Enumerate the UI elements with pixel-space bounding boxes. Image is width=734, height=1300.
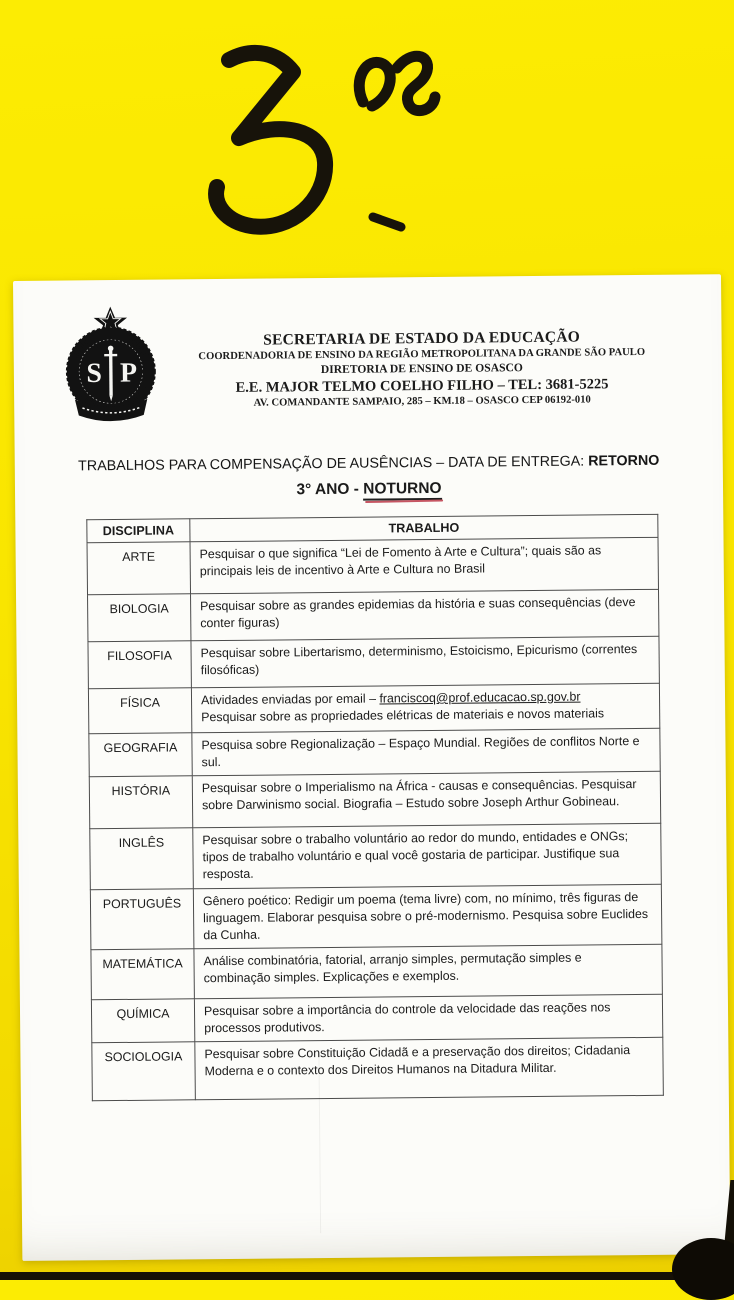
table-row-historia [89, 772, 660, 829]
photo-edge-shadow [0, 1272, 734, 1280]
svg-text:P: P [119, 357, 138, 389]
assignment-cell: Pesquisar sobre as grandes epidemias da história e suas consequências (deve conter figuras) [191, 589, 659, 640]
assignments-table [86, 514, 664, 1102]
handwritten-3os-mark [195, 16, 475, 260]
table-row-biologia [88, 589, 659, 641]
subject-cell: FÍSICA [88, 688, 191, 734]
subject-cell: GEOGRAFIA [89, 733, 192, 777]
table-row-fisica [88, 683, 659, 733]
subject-cell: QUÍMICA [91, 999, 194, 1043]
teacher-email: franciscoq@prof.educacao.sp.gov.br [379, 689, 581, 706]
org-diretoria: DIRETORIA DE ENSINO DE OSASCO [320, 360, 523, 376]
org-name: SECRETARIA DE ESTADO DA EDUCAÇÃO [263, 328, 581, 349]
table-row-arte [87, 537, 658, 594]
subject-cell: HISTÓRIA [89, 776, 192, 829]
school-name-phone: E.E. MAJOR TELMO COELHO FILHO – TEL: 3681-5225 [235, 376, 609, 396]
subject-cell: FILOSOFIA [88, 641, 191, 689]
table-row-filosofia [88, 636, 659, 688]
subject-cell: ARTE [87, 542, 190, 595]
document-title [15, 452, 723, 475]
assignment-cell: Pesquisar sobre o Imperialismo na África - causas e consequências. Pesquisar sobre Darwinismo social. Biografia – Estudo sobre Joseph Arthur Gobineau. [192, 772, 660, 828]
school-address: AV. COMANDANTE SAMPAIO, 285 – KM.18 – OSASCO CEP 06192-010 [253, 394, 591, 409]
svg-text:S: S [86, 357, 103, 389]
subject-cell: MATEMÁTICA [91, 949, 194, 1000]
assignment-cell: Pesquisar sobre o trabalho voluntário ao redor do mundo, entidades e ONGs; tipos de trabalho voluntário e qual você gostaria de participar. Justifique sua resposta. [193, 824, 662, 889]
document-sheet [13, 274, 730, 1261]
assignment-cell: Gênero poético: Redigir um poema (tema livre) com, no mínimo, três figuras de linguagem. Elaborar pesquisa sobre o pré-modernismo. Pesquisa sobre Euclides da Cunha. [193, 884, 662, 949]
assignment-cell: Pesquisar sobre Constituição Cidadã e a preservação dos direitos; Cidadania Moderna e o contexto dos Direitos Humanos na Ditadura Militar. [195, 1037, 664, 1099]
subtitle-grade: 3° ANO - [296, 480, 364, 499]
subject-cell: PORTUGUÊS [90, 888, 194, 949]
assignment-cell: Análise combinatória, fatorial, arranjo simples, permutação simples e combinação simples. Explicações e exemplos. [194, 944, 662, 998]
letterhead [13, 274, 722, 427]
subtitle-shift-underlined: NOTURNO [363, 480, 442, 501]
sao-paulo-seal-icon [59, 304, 162, 427]
assignment-cell: Pesquisa sobre Regionalização – Espaço Mundial. Regiões de conflitos Norte e sul. [192, 728, 660, 776]
document-subtitle [15, 477, 723, 502]
title-text: TRABALHOS PARA COMPENSAÇÃO DE AUSÊNCIAS – DATA DE ENTREGA: [78, 453, 589, 475]
assignment-cell [191, 683, 659, 732]
column-header-disciplina: DISCIPLINA [87, 519, 190, 543]
assignment-cell: Pesquisar sobre Libertarismo, determinismo, Estoicismo, Epicurismo (correntes filosóficas) [191, 636, 659, 687]
subject-cell: SOCIOLOGIA [92, 1042, 196, 1101]
table-row-ingles [90, 824, 662, 890]
assignment-cell: Pesquisar o que significa “Lei de Fomento à Arte e Cultura”; quais são as principais leis de incentivo à Arte e Cultura no Brasil [190, 537, 658, 593]
letterhead-text [161, 299, 682, 411]
column-header-trabalho: TRABALHO [190, 514, 658, 541]
table-row-matematica [91, 944, 662, 999]
dark-corner-object [672, 1238, 734, 1300]
org-coordenadoria: COORDENADORIA DE ENSINO DA REGIÃO METROPOLITANA DA GRANDE SÃO PAULO [198, 347, 646, 363]
table-row-geografia [89, 728, 660, 777]
assignment-text: Atividades enviadas por email – [200, 691, 380, 708]
table-row-sociologia [92, 1037, 664, 1100]
table-row-quimica [91, 994, 662, 1043]
table-row-portugues [90, 884, 662, 950]
title-emphasis: RETORNO [588, 452, 660, 470]
subject-cell: INGLÊS [90, 828, 194, 889]
assignment-cell: Pesquisar sobre a importância do controle da velocidade das reações nos processos produtivos. [194, 994, 662, 1042]
assignment-text: Pesquisar sobre as propriedades elétricas de materiais e novos materiais [201, 706, 605, 725]
subject-cell: BIOLOGIA [88, 594, 191, 642]
